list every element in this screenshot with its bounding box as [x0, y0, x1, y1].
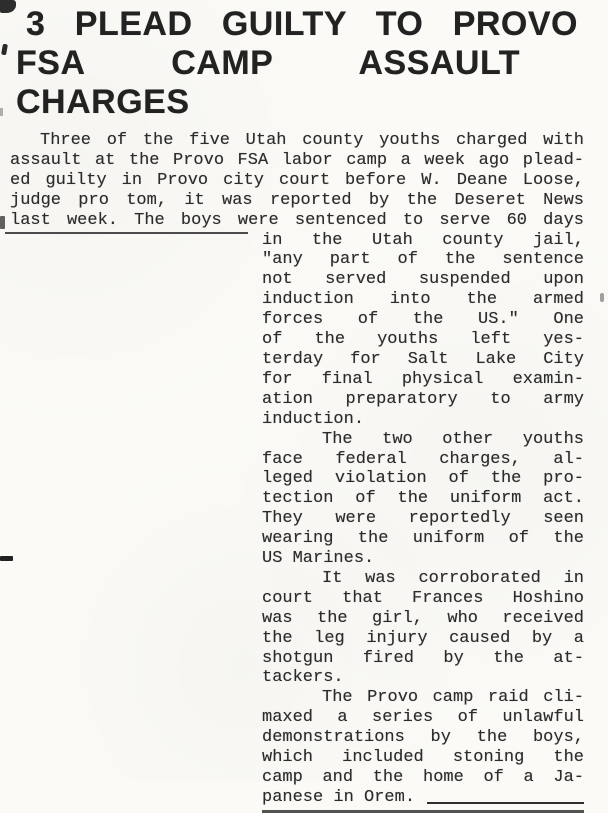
- text-line: shotgun fired by the at-: [262, 648, 584, 668]
- text-line: the leg injury caused by a: [262, 628, 584, 648]
- intro-paragraph: [10, 131, 584, 231]
- text-line: US Marines.: [262, 549, 375, 569]
- text-line: "any part of the sentence: [262, 250, 584, 270]
- text-line: It was corroborated in: [322, 568, 584, 588]
- text-line: was the girl, who received: [262, 608, 584, 628]
- headline-line-1: 3 PLEAD GUILTY TO PROVO: [26, 5, 578, 43]
- text-line: The Provo camp raid cli-: [322, 688, 584, 708]
- text-line: leged violation of the pro-: [262, 469, 584, 489]
- headline: [10, 5, 584, 122]
- text-line: Three of the five Utah county youths charged with: [40, 131, 584, 150]
- text-line: maxed a series of unlawful: [262, 708, 584, 728]
- text-line: ation preparatory to army: [262, 389, 584, 409]
- text-line: for final physical examin-: [262, 369, 584, 389]
- column-row: [10, 231, 584, 813]
- divider-line: [5, 232, 248, 234]
- text-line: wearing the uniform of the: [262, 529, 584, 549]
- text-line: demonstrations by the boys,: [262, 728, 584, 748]
- scan-artifact-dash: [0, 556, 13, 561]
- left-column-gap: [10, 231, 262, 813]
- text-line: judge pro tom, it was reported by the Deseret News: [10, 190, 584, 210]
- text-line: ed guilty in Provo city court before W. Deane Loose,: [10, 170, 584, 190]
- text-line: in the Utah county jail,: [262, 230, 584, 250]
- text-line: assault at the Provo FSA labor camp a week ago plead-: [10, 150, 584, 170]
- text-line: court that Frances Hoshino: [262, 588, 584, 608]
- text-line: tackers.: [262, 668, 344, 688]
- text-line: of the youths left yes-: [262, 330, 584, 350]
- scan-artifact-dot: [0, 108, 3, 116]
- text-line: terday for Salt Lake City: [262, 349, 584, 369]
- text-line: face federal charges, al-: [262, 449, 584, 469]
- text-line: not served suspended upon: [262, 270, 584, 290]
- text-line: tection of the uniform act.: [262, 489, 584, 509]
- bottom-rule: [262, 810, 584, 813]
- text-line: which included stoning the: [262, 748, 584, 768]
- text-line: last week. The boys were sentenced to serve 60 days: [10, 210, 584, 230]
- text-line: They were reportedly seen: [262, 509, 584, 529]
- text-line: The two other youths: [322, 429, 584, 449]
- text-line: [262, 788, 584, 808]
- trailing-rule: [427, 802, 584, 804]
- final-line-text: panese in Orem.: [262, 787, 416, 807]
- scan-artifact-tick: [0, 216, 5, 229]
- right-column: [262, 231, 584, 813]
- text-line: induction into the armed: [262, 290, 584, 310]
- text-line: induction.: [262, 409, 365, 429]
- scan-artifact-right-mark: [600, 293, 604, 302]
- text-line: camp and the home of a Ja-: [262, 768, 584, 787]
- headline-line-2: FSA CAMP ASSAULT CHARGES: [16, 44, 520, 121]
- article-body: [10, 131, 584, 813]
- scan-artifact-mark: [1, 44, 8, 56]
- text-line: forces of the US." One: [262, 310, 584, 330]
